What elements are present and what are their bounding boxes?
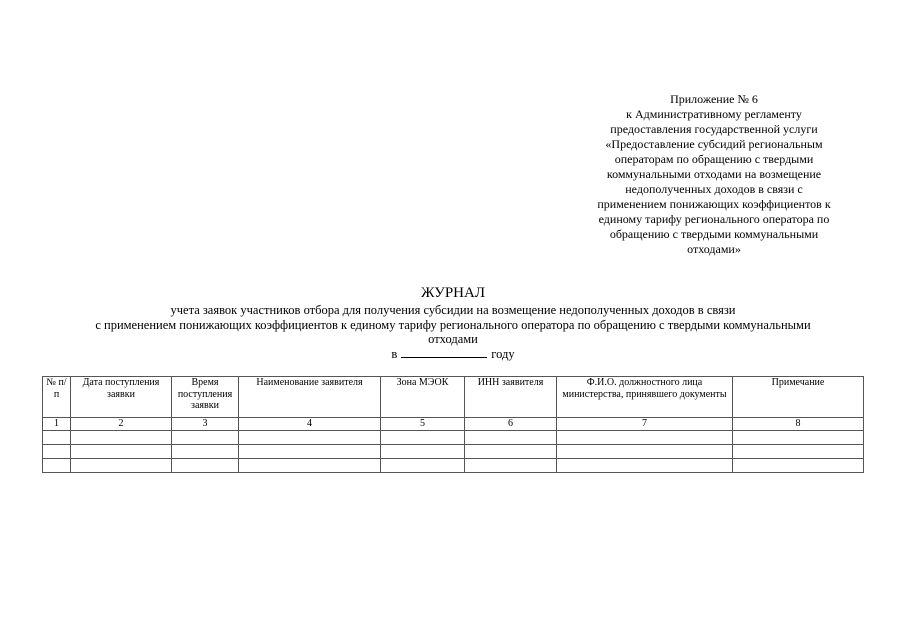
table-cell	[733, 431, 864, 445]
table-row	[43, 445, 864, 459]
table-cell	[43, 445, 71, 459]
column-number: 5	[381, 418, 465, 431]
journal-subtitle-line: учета заявок участников отбора для получения субсидии на возмещение недополученных доходов в связи	[170, 303, 736, 317]
annex-line: обращению с твердыми коммунальными	[609, 227, 819, 241]
table-cell	[557, 459, 733, 473]
column-number: 7	[557, 418, 733, 431]
header-cell: Зона МЭОК	[381, 377, 465, 418]
annex-block	[556, 92, 872, 257]
annex-line: единому тарифу регионального оператора по	[598, 212, 830, 226]
header-cell: Примечание	[733, 377, 864, 418]
column-number: 2	[71, 418, 172, 431]
table-cell	[465, 459, 557, 473]
table-cell	[557, 431, 733, 445]
header-cell: ИНН заявителя	[465, 377, 557, 418]
table-cell	[71, 459, 172, 473]
table-cell	[172, 459, 239, 473]
table-cell	[733, 459, 864, 473]
header-cell: Наименование заявителя	[239, 377, 381, 418]
annex-line: операторам по обращению с твердыми	[614, 152, 814, 166]
column-number: 8	[733, 418, 864, 431]
table-cell	[465, 431, 557, 445]
column-number: 6	[465, 418, 557, 431]
table-header-row	[43, 377, 864, 418]
table-cell	[381, 445, 465, 459]
table-cell	[239, 445, 381, 459]
header-cell: № п/п	[43, 377, 71, 418]
annex-line: Приложение № 6	[670, 92, 758, 106]
column-number: 3	[172, 418, 239, 431]
annex-line: коммунальными отходами на возмещение	[606, 167, 822, 181]
column-number: 1	[43, 418, 71, 431]
annex-line: применением понижающих коэффициентов к	[597, 197, 831, 211]
table-cell	[381, 459, 465, 473]
table-cell	[465, 445, 557, 459]
table-cell	[381, 431, 465, 445]
year-prefix: в	[391, 347, 398, 361]
journal-title: ЖУРНАЛ	[420, 285, 486, 301]
table-cell	[43, 431, 71, 445]
header-cell: Время поступления заявки	[172, 377, 239, 418]
table-row	[43, 431, 864, 445]
table-cell	[733, 445, 864, 459]
table-cell	[557, 445, 733, 459]
annex-line: недополученных доходов в связи с	[625, 182, 803, 196]
column-number: 4	[239, 418, 381, 431]
year-suffix: году	[491, 347, 515, 361]
annex-line: к Административному регламенту	[626, 107, 802, 121]
table-row	[43, 459, 864, 473]
table-cell	[43, 459, 71, 473]
table-cell	[172, 431, 239, 445]
table-cell	[239, 459, 381, 473]
annex-line: предоставления государственной услуги	[610, 122, 818, 136]
journal-subtitle-line: отходами	[428, 332, 478, 346]
table-cell	[172, 445, 239, 459]
journal-subtitle-line: с применением понижающих коэффициентов к единому тарифу регионального оператора по обращению с твердыми коммунальными	[95, 318, 811, 332]
table-cell	[71, 445, 172, 459]
table-cell	[239, 431, 381, 445]
year-blank	[401, 346, 487, 358]
annex-line: отходами»	[687, 242, 741, 256]
header-cell: Ф.И.О. должностного лица министерства, принявшего документы	[557, 377, 733, 418]
annex-line: «Предоставление субсидий региональным	[605, 137, 823, 151]
table-cell	[71, 431, 172, 445]
journal-year-line	[0, 346, 906, 361]
journal-table	[42, 376, 864, 473]
column-number-row	[43, 418, 864, 431]
header-cell: Дата поступления заявки	[71, 377, 172, 418]
